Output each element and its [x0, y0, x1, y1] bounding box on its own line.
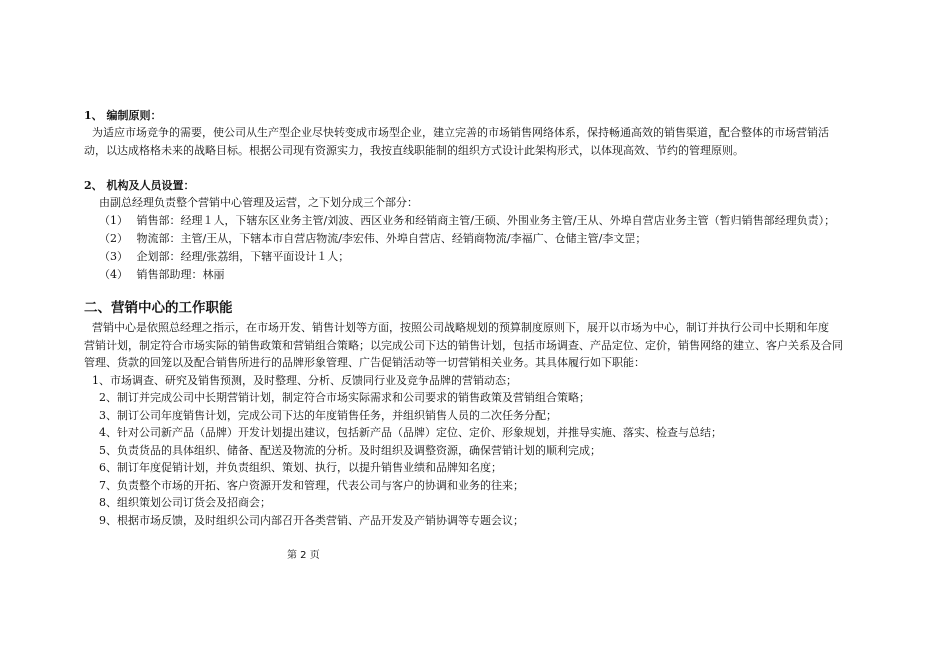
- section3-para-line-1: 营销中心是依照总经理之指示，在市场开发、销售计划等方面，按照公司战略规划的预算制度原则下，展开以市场为中心，制订并执行公司中长期和年度: [92, 321, 829, 334]
- item-number: （3）: [99, 250, 128, 263]
- section2-item: [99, 249, 349, 265]
- section2-intro: 由副总经理负责整个营销中心管理及运营，之下划分成三个部分：: [99, 196, 418, 209]
- item-number: （1）: [99, 214, 128, 227]
- duty-item: 2、制订并完成公司中长期营销计划，制定符合市场实际需求和公司要求的销售政策及营销组合策略；: [99, 391, 590, 404]
- section2-item: [99, 267, 225, 283]
- duty-item: 6、制订年度促销计划，并负责组织、策划、执行，以提升销售业绩和品牌知名度；: [99, 461, 502, 474]
- page-number: 第 2 页: [287, 550, 320, 561]
- section2-heading: 2、 机构及人员设置：: [84, 179, 195, 192]
- duty-item: 9、根据市场反馈，及时组织公司内部召开各类营销、产品开发及产销协调等专题会议；: [99, 514, 524, 527]
- item-text: 物流部：主管/王从，下辖本市自营店物流/李宏伟、外埠自营店、经销商物流/李福广、仓储主管/李文罡；: [136, 232, 647, 245]
- section2-item: [99, 231, 646, 247]
- section3-heading: 二、营销中心的工作职能: [84, 300, 233, 316]
- item-text: 企划部：经理/张荔绢，下辖平面设计１人；: [136, 250, 350, 263]
- duty-item: 3、制订公司年度销售计划，完成公司下达的年度销售任务，并组织销售人员的二次任务分配；: [99, 409, 557, 422]
- section1-heading: 1、 编制原则：: [84, 109, 162, 122]
- section1-para-line-2: 动，以达成格格未来的战略目标。根据公司现有资源实力，我按直线职能制的组织方式设计此架构形式，以体现高效、节约的管理原则。: [84, 144, 744, 157]
- item-text: 销售部：经理１人，下辖东区业务主管/刘波、西区业务和经销商主管/王硕、外围业务主管/王从、外埠自营店业务主管（暂归销售部经理负责）；: [136, 214, 836, 227]
- duty-item: 8、组织策划公司订货会及招商会；: [99, 496, 271, 509]
- section3-para-line-3: 管理、货款的回笼以及配合销售所进行的品牌形象管理、广告促销活动等一切营销相关业务。其具体履行如下职能：: [84, 356, 645, 369]
- item-text: 销售部助理：林丽: [136, 268, 225, 281]
- section3-para-line-2: 营销计划，制定符合市场实际的销售政策和营销组合策略；以完成公司下达的销售计划，包括市场调查、产品定位、定价，销售网络的建立、客户关系及合同: [84, 339, 843, 352]
- section1-para-line-1: 为适应市场竞争的需要，使公司从生产型企业尽快转变成市场型企业，建立完善的市场销售网络体系，保持畅通高效的销售渠道，配合整体的市场营销活: [92, 126, 829, 139]
- duty-item: 5、负责货品的具体组织、储备、配送及物流的分析。及时组织及调整资源，确保营销计划的顺利完成；: [99, 444, 601, 457]
- duty-item: 1、市场调查、研究及销售预测，及时整理、分析、反馈同行业及竞争品牌的营销动态；: [92, 374, 517, 387]
- item-number: （2）: [99, 232, 128, 245]
- item-number: （4）: [99, 268, 128, 281]
- duty-item: 7、负责整个市场的开拓、客户资源开发和管理，代表公司与客户的协调和业务的往来；: [99, 479, 524, 492]
- duty-item: 4、针对公司新产品（品牌）开发计划提出建议，包括新产品（品牌）定位、定价、形象规划，并推导实施、落实、检查与总结；: [99, 426, 722, 439]
- section2-item: [99, 213, 835, 229]
